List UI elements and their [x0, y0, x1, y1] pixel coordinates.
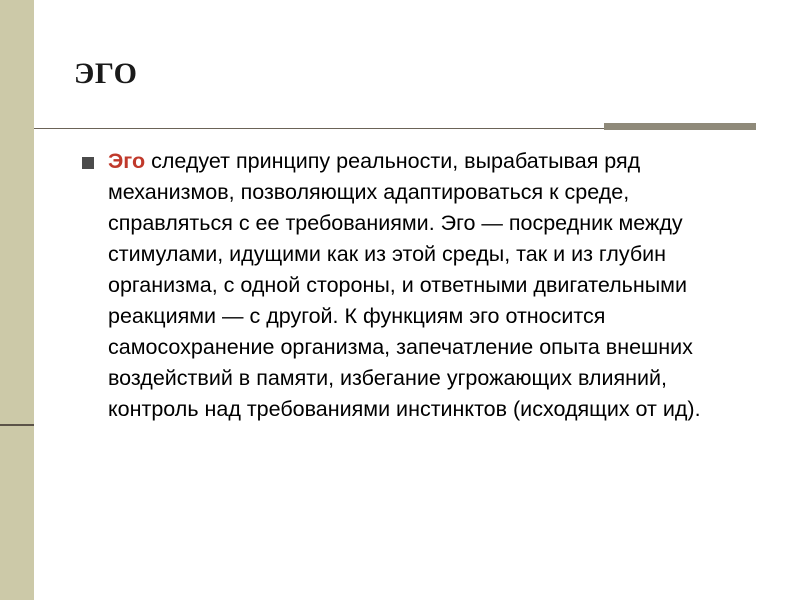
- title-divider-thick: [604, 123, 756, 130]
- left-band-rule: [0, 424, 34, 426]
- title-divider-thin: [34, 128, 604, 129]
- body-bullet-item: [82, 146, 758, 425]
- square-bullet-icon: [82, 157, 94, 169]
- page-title: ЭГО: [74, 57, 138, 90]
- bullet-body-text: следует принципу реальности, вырабатывая ряд механизмов, позволяющих адаптироваться к среде, справляться с ее требованиями. Эго — посредник между стимулами, идущими как из этой среды, так и из глубин организма, с одной стороны, и ответными двигательными реакциями — с другой. К функциям эго относится самосохранение организма, запечатление опыта внешних воздействий в памяти, избегание угрожающих влияний, контроль над требованиями инстинктов (исходящих от ид).: [108, 149, 701, 421]
- left-band-gap: [34, 0, 54, 600]
- bullet-paragraph: [108, 146, 758, 425]
- left-decorative-band: [0, 0, 34, 600]
- bullet-lead-word: Эго: [108, 149, 146, 173]
